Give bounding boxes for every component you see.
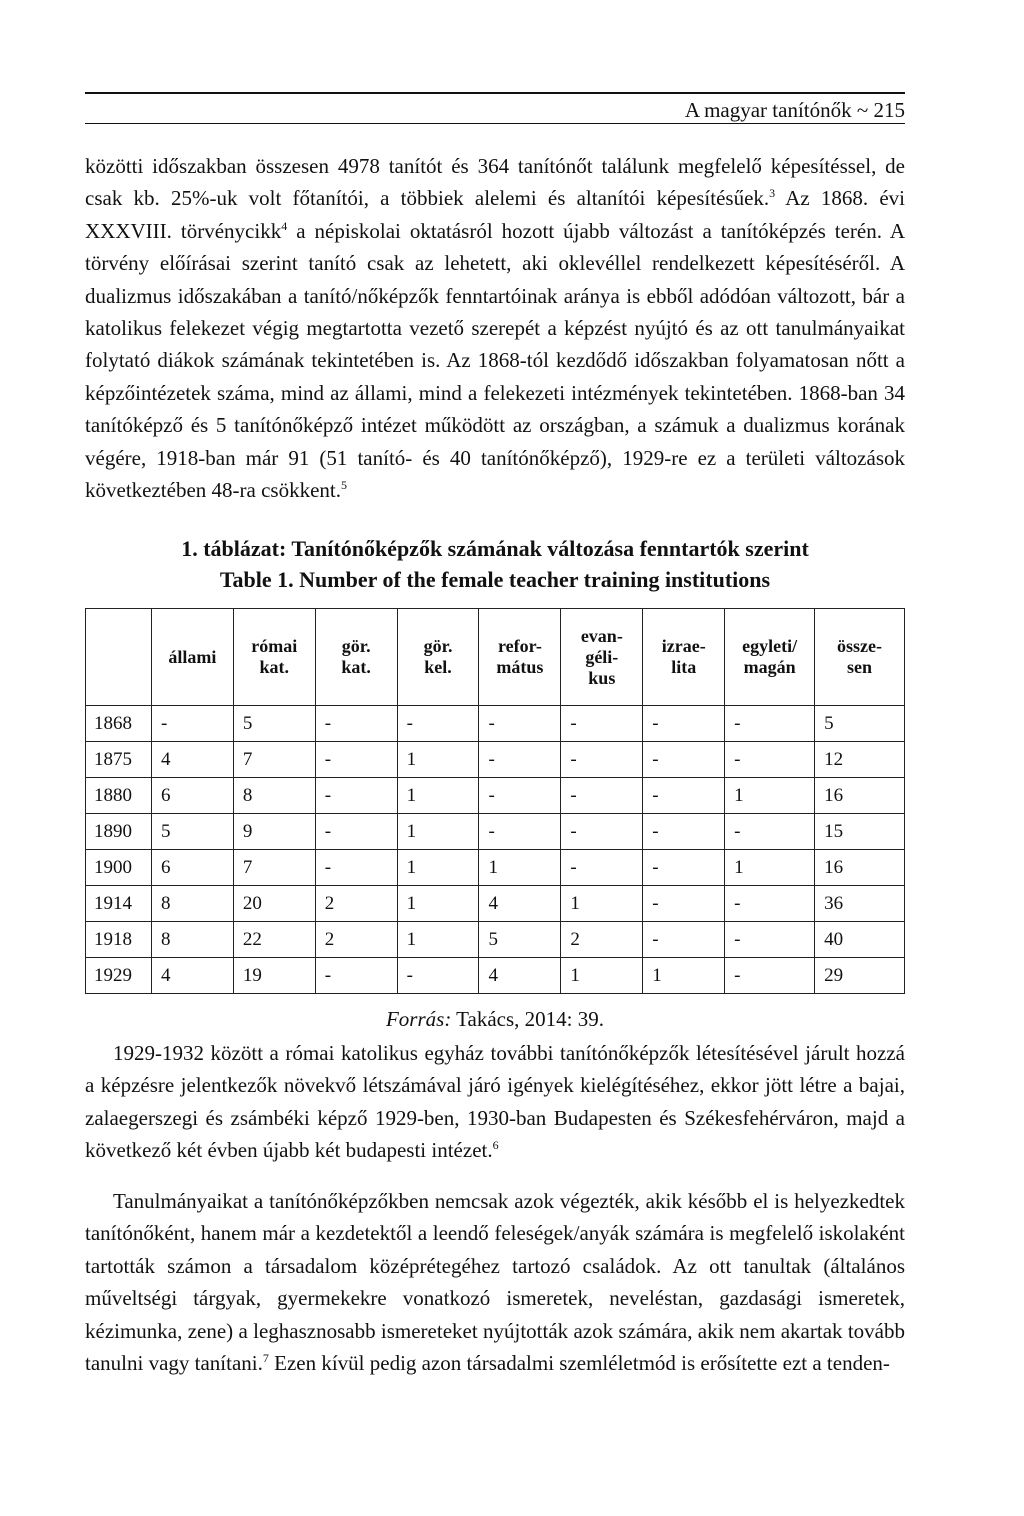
cell-izraelita: - — [643, 886, 725, 922]
cell-gor-kat: - — [315, 814, 397, 850]
table-row — [86, 706, 905, 742]
source-label: Forrás: — [385, 1007, 452, 1031]
cell-gor-kel: - — [397, 706, 479, 742]
cell-year: 1914 — [86, 886, 152, 922]
cell-allami: - — [151, 706, 233, 742]
table-row — [86, 742, 905, 778]
cell-year: 1918 — [86, 922, 152, 958]
footnote-ref-6[interactable]: 6 — [492, 1138, 499, 1153]
cell-egyleti-magan: - — [725, 706, 815, 742]
cell-osszesen: 5 — [815, 706, 905, 742]
cell-allami: 6 — [151, 850, 233, 886]
cell-osszesen: 12 — [815, 742, 905, 778]
cell-evangelikus: - — [561, 742, 643, 778]
header-year — [86, 609, 152, 706]
cell-egyleti-magan: 1 — [725, 850, 815, 886]
cell-allami: 8 — [151, 886, 233, 922]
cell-reformatus: 4 — [479, 886, 561, 922]
cell-egyleti-magan: 1 — [725, 778, 815, 814]
cell-egyleti-magan: - — [725, 922, 815, 958]
cell-romai-kat: 19 — [233, 958, 315, 994]
header-gor-kat: gör. kat. — [315, 609, 397, 706]
cell-romai-kat: 5 — [233, 706, 315, 742]
cell-gor-kat: - — [315, 850, 397, 886]
cell-gor-kel: 1 — [397, 850, 479, 886]
cell-evangelikus: 2 — [561, 922, 643, 958]
paragraph-3 — [85, 1185, 905, 1379]
table-caption — [85, 533, 905, 595]
page-number: 215 — [873, 98, 905, 122]
cell-izraelita: - — [643, 850, 725, 886]
cell-allami: 4 — [151, 742, 233, 778]
header-allami: állami — [151, 609, 233, 706]
header-reformatus: refor- mátus — [479, 609, 561, 706]
table-caption-hu: 1. táblázat: Tanítónőképzők számának változása fenntartók szerint — [181, 536, 809, 561]
cell-izraelita: - — [643, 814, 725, 850]
cell-year: 1900 — [86, 850, 152, 886]
header-evangelikus: evan- géli- kus — [561, 609, 643, 706]
cell-allami: 5 — [151, 814, 233, 850]
cell-year: 1880 — [86, 778, 152, 814]
cell-romai-kat: 8 — [233, 778, 315, 814]
running-header — [85, 92, 905, 123]
paragraph-3-text-a: Tanulmányaikat a tanítónőképzőkben nemcsak azok végezték, akik később el is helyezkedtek tanítónőként, hanem már a kezdetektől a leendő feleségek/anyák számára is megfelelő iskolaként tartották számon a társadalom középrétegéhez tartozó családok. Az ott tanultak (általános műveltségi tárgyak, gyermekekre vonatkozó ismeretek, neveléstan, gazdasági ismeretek, kézimunka, zene) a leghasznosabb ismereteket nyújtották azok számára, akik nem akartak tovább tanulni vagy tanítani. — [85, 1189, 905, 1376]
header-separator: ~ — [856, 98, 869, 122]
table-caption-en: Table 1. Number of the female teacher training institutions — [219, 567, 771, 592]
cell-allami: 8 — [151, 922, 233, 958]
cell-izraelita: - — [643, 706, 725, 742]
footnote-ref-5[interactable]: 5 — [340, 478, 347, 493]
cell-reformatus: - — [479, 706, 561, 742]
cell-egyleti-magan: - — [725, 886, 815, 922]
cell-osszesen: 16 — [815, 850, 905, 886]
cell-gor-kat: - — [315, 778, 397, 814]
cell-reformatus: 5 — [479, 922, 561, 958]
cell-reformatus: - — [479, 742, 561, 778]
cell-gor-kel: - — [397, 958, 479, 994]
cell-izraelita: - — [643, 922, 725, 958]
cell-osszesen: 29 — [815, 958, 905, 994]
paragraph-2-text: 1929-1932 között a római katolikus egyház további tanítónőképzők létesítésével járult hozzá a képzésre jelentkezők növekvő létszámával járó igények kielégítéséhez, ekkor jött létre a bajai, zalaegerszegi és zsámbéki képző 1929-ben, 1930-ban Budapesten és Székesfehérváron, majd a következő két évben újabb két budapesti intézet. — [85, 1041, 905, 1163]
paragraph-1-text-a: közötti időszakban összesen 4978 tanítót és 364 tanítónőt találunk megfelelő képesítéssel, de csak kb. 25%-uk volt főtanítói, a többiek alelemi és altanítói képesítésűek. — [85, 154, 905, 211]
cell-osszesen: 15 — [815, 814, 905, 850]
cell-romai-kat: 7 — [233, 850, 315, 886]
table-source — [85, 1004, 905, 1034]
source-text: Takács, 2014: 39. — [451, 1007, 605, 1031]
table-row — [86, 958, 905, 994]
cell-year: 1890 — [86, 814, 152, 850]
header-rule — [85, 123, 905, 124]
table-row — [86, 778, 905, 814]
cell-allami: 6 — [151, 778, 233, 814]
table-header-row — [86, 609, 905, 706]
cell-evangelikus: 1 — [561, 886, 643, 922]
footnote-ref-4[interactable]: 4 — [281, 218, 288, 233]
cell-evangelikus: - — [561, 814, 643, 850]
cell-romai-kat: 7 — [233, 742, 315, 778]
paragraph-2 — [85, 1037, 905, 1167]
cell-romai-kat: 22 — [233, 922, 315, 958]
cell-reformatus: - — [479, 814, 561, 850]
cell-gor-kel: 1 — [397, 778, 479, 814]
cell-gor-kel: 1 — [397, 814, 479, 850]
header-osszesen: össze- sen — [815, 609, 905, 706]
cell-gor-kat: - — [315, 958, 397, 994]
cell-evangelikus: - — [561, 778, 643, 814]
cell-romai-kat: 9 — [233, 814, 315, 850]
header-izraelita: izrae- lita — [643, 609, 725, 706]
cell-romai-kat: 20 — [233, 886, 315, 922]
cell-osszesen: 16 — [815, 778, 905, 814]
cell-osszesen: 36 — [815, 886, 905, 922]
cell-evangelikus: 1 — [561, 958, 643, 994]
cell-year: 1868 — [86, 706, 152, 742]
table-row — [86, 886, 905, 922]
cell-reformatus: 4 — [479, 958, 561, 994]
cell-year: 1929 — [86, 958, 152, 994]
cell-allami: 4 — [151, 958, 233, 994]
table-row — [86, 814, 905, 850]
institutions-table — [85, 608, 905, 994]
cell-gor-kel: 1 — [397, 742, 479, 778]
cell-gor-kel: 1 — [397, 886, 479, 922]
cell-gor-kat: 2 — [315, 922, 397, 958]
cell-gor-kat: - — [315, 742, 397, 778]
footnote-ref-3[interactable]: 3 — [769, 186, 776, 201]
paragraph-1 — [85, 150, 905, 506]
cell-evangelikus: - — [561, 706, 643, 742]
cell-izraelita: - — [643, 742, 725, 778]
header-gor-kel: gör. kel. — [397, 609, 479, 706]
cell-egyleti-magan: - — [725, 742, 815, 778]
cell-izraelita: - — [643, 778, 725, 814]
cell-osszesen: 40 — [815, 922, 905, 958]
cell-evangelikus: - — [561, 850, 643, 886]
cell-egyleti-magan: - — [725, 958, 815, 994]
running-title: A magyar tanítónők — [684, 98, 852, 122]
table-row — [86, 922, 905, 958]
cell-reformatus: - — [479, 778, 561, 814]
header-romai-kat: római kat. — [233, 609, 315, 706]
paragraph-1-text-c: a népiskolai oktatásról hozott újabb változást a tanítóképzés terén. A törvény előírásai szerint tanító csak az lehetett, aki oklevéllel rendelkezett képesítéséről. A dualizmus időszakában a tanító/nőképzők fenntartóinak aránya is ebből adódóan változott, bár a katolikus felekezet végig megtartotta vezető szerepét a képzést nyújtó és az ott tanulmányaikat folytató diákok számának tekintetében is. Az 1868-tól kezdődő időszakban folyamatosan nőtt a képzőintézetek száma, mind az állami, mind a felekezeti intézmények tekintetében. 1868-ban 34 tanítóképző és 5 tanítónőképző intézet működött az országban, a számuk a dualizmus korának végére, 1918-ban már 91 (51 tanító- és 40 tanítónőképző), 1929-re ez a területi változások következtében 48-ra csökkent. — [85, 218, 905, 503]
paragraph-3-text-b: Ezen kívül pedig azon társadalmi szemléletmód is erősítette ezt a tenden- — [268, 1351, 890, 1376]
cell-gor-kat: - — [315, 706, 397, 742]
cell-gor-kat: 2 — [315, 886, 397, 922]
cell-egyleti-magan: - — [725, 814, 815, 850]
paragraph-1-text-b: Az 1868. évi XXXVIII. törvénycikk — [85, 186, 906, 243]
cell-gor-kel: 1 — [397, 922, 479, 958]
header-egyleti-magan: egyleti/ magán — [725, 609, 815, 706]
table-row — [86, 850, 905, 886]
cell-year: 1875 — [86, 742, 152, 778]
cell-reformatus: 1 — [479, 850, 561, 886]
footnote-ref-7[interactable]: 7 — [262, 1351, 269, 1366]
cell-izraelita: 1 — [643, 958, 725, 994]
